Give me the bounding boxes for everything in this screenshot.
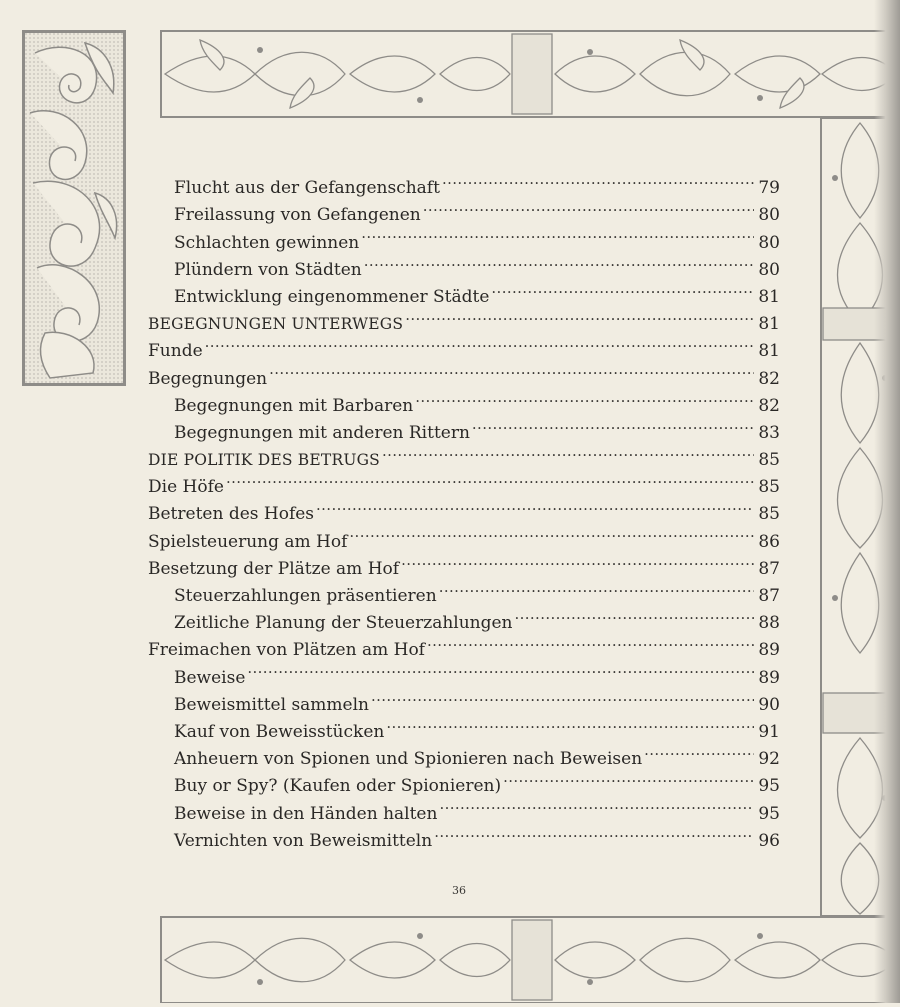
- laurel-border-icon: [160, 30, 900, 118]
- toc-entry-title: Schlachten gewinnen: [174, 232, 360, 253]
- page-gutter-shadow: [874, 0, 900, 1003]
- toc-entry-page: 90: [758, 694, 780, 715]
- laurel-border-bottom-icon: [160, 916, 900, 1003]
- dot-leader: [405, 302, 754, 329]
- toc-entry-title: Begegnungen: [148, 368, 268, 389]
- toc-entry-title: Vernichten von Beweismitteln: [174, 830, 433, 851]
- dot-leader: [491, 275, 754, 302]
- toc-entry-page: 87: [758, 558, 780, 579]
- toc-entry-page: 95: [758, 776, 780, 797]
- toc-entry-page: 83: [758, 422, 780, 443]
- toc-entry-page: 81: [758, 286, 780, 307]
- toc-entry-title: BEGEGNUNGEN UNTERWEGS: [148, 315, 404, 334]
- acanthus-scroll-icon: [25, 33, 123, 383]
- toc-entry-page: 82: [758, 395, 780, 416]
- toc-entry-page: 82: [758, 368, 780, 389]
- dot-leader: [439, 574, 754, 601]
- toc-entry-page: 89: [758, 640, 780, 661]
- toc-entry-title: Begegnungen mit anderen Rittern: [174, 422, 470, 443]
- toc-entry-page: 88: [758, 613, 780, 634]
- toc-entry-page: 95: [758, 803, 780, 824]
- toc-entry-title: Funde: [148, 341, 203, 362]
- toc-entry-title: DIE POLITIK DES BETRUGS: [148, 451, 380, 470]
- dot-leader: [361, 220, 754, 247]
- toc-entry-title: Flucht aus der Gefangenschaft: [174, 178, 440, 199]
- toc-entry-title: Betreten des Hofes: [148, 504, 315, 525]
- bottom-leaf-border: [160, 916, 900, 1003]
- dot-leader: [503, 764, 754, 791]
- toc-entry-title: Freilassung von Gefangenen: [174, 205, 421, 226]
- toc-entry: [148, 492, 780, 525]
- toc-entry-title: Buy or Spy? (Kaufen oder Spionieren): [174, 776, 502, 797]
- dot-leader: [644, 737, 754, 764]
- table-of-contents: [148, 166, 780, 851]
- toc-entry-page: 85: [758, 450, 780, 471]
- dot-leader: [415, 384, 754, 411]
- toc-entry-page: 92: [758, 749, 780, 770]
- toc-entry-page: 80: [758, 205, 780, 226]
- toc-entry-page: 85: [758, 504, 780, 525]
- toc-entry: [148, 356, 780, 389]
- dot-leader: [515, 601, 754, 628]
- toc-entry-title: Plündern von Städten: [174, 259, 362, 280]
- dot-leader: [423, 193, 754, 220]
- top-leaf-border: [160, 30, 900, 118]
- dot-leader: [442, 166, 754, 193]
- dot-leader: [205, 329, 754, 356]
- toc-entry-page: 89: [758, 667, 780, 688]
- toc-entry-page: 87: [758, 586, 780, 606]
- toc-entry-title: Beweismittel sammeln: [174, 694, 369, 715]
- toc-entry-title: Begegnungen mit Barbaren: [174, 395, 414, 416]
- toc-entry-title: Anheuern von Spionen und Spionieren nach Beweisen: [174, 749, 643, 770]
- toc-entry-page: 80: [758, 259, 780, 280]
- dot-leader: [401, 547, 754, 574]
- dot-leader: [247, 655, 754, 682]
- toc-entry-page: 91: [758, 721, 780, 742]
- toc-entry-page: 85: [758, 477, 780, 498]
- dot-leader: [349, 519, 754, 546]
- dot-leader: [434, 819, 754, 846]
- dot-leader: [386, 710, 754, 737]
- toc-entry-title: Kauf von Beweisstücken: [174, 721, 385, 742]
- toc-entry-title: Zeitliche Planung der Steuerzahlungen: [174, 613, 513, 634]
- dot-leader: [427, 628, 754, 655]
- toc-entry-title: Die Höfe: [148, 477, 224, 498]
- toc-entry-title: Spielsteuerung am Hof: [148, 531, 348, 552]
- toc-entry: [148, 166, 780, 199]
- dot-leader: [472, 411, 754, 438]
- toc-entry-title: Steuerzahlungen präsentieren: [174, 586, 437, 606]
- dot-leader: [382, 438, 754, 465]
- corner-ornament: [22, 30, 126, 386]
- toc-entry-page: 81: [758, 314, 780, 335]
- toc-entry-title: Beweise: [174, 667, 246, 688]
- dot-leader: [226, 465, 754, 492]
- toc-entry-page: 96: [758, 830, 780, 851]
- toc-entry-page: 81: [758, 341, 780, 362]
- dot-leader: [371, 683, 754, 710]
- toc-entry-title: Entwicklung eingenommener Städte: [174, 286, 490, 307]
- toc-entry-title: Besetzung der Plätze am Hof: [148, 558, 400, 579]
- dot-leader: [364, 248, 754, 275]
- toc-entry-page: 80: [758, 232, 780, 253]
- toc-entry: [148, 465, 780, 498]
- dot-leader: [269, 356, 754, 383]
- toc-entry: [148, 329, 780, 362]
- dot-leader: [316, 492, 754, 519]
- page-number: 36: [452, 884, 466, 897]
- toc-entry-page: 79: [758, 178, 780, 199]
- toc-entry-page: 86: [758, 531, 780, 552]
- dot-leader: [439, 791, 754, 818]
- toc-entry-title: Beweise in den Händen halten: [174, 803, 438, 824]
- toc-entry-title: Freimachen von Plätzen am Hof: [148, 640, 425, 661]
